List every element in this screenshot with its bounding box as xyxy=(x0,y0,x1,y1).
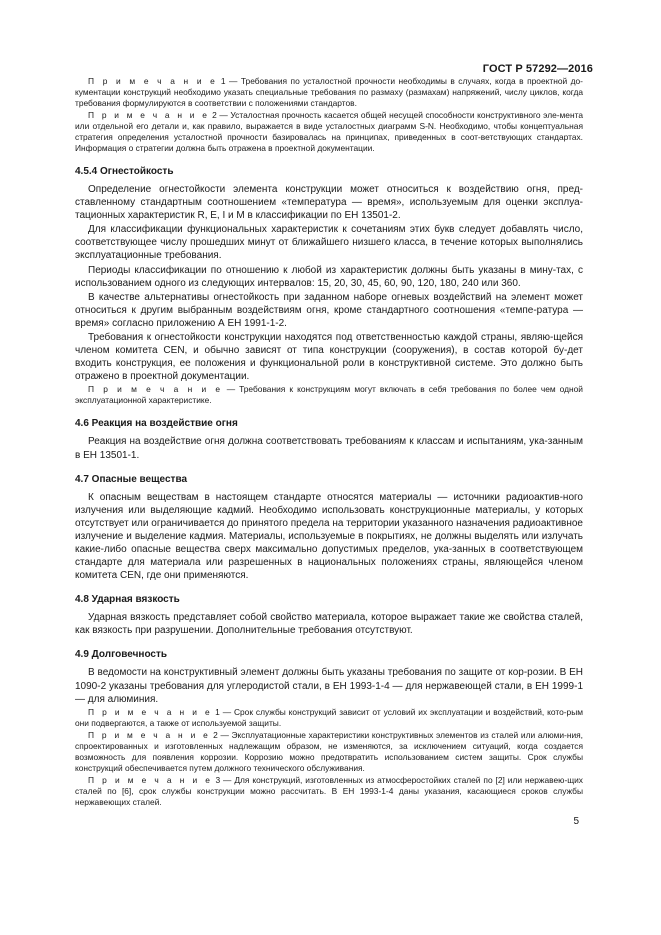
note-paragraph xyxy=(75,707,583,729)
note-text: 2 — Усталостная прочность касается общей несущей способности конструктивного эле-мента или отдельной его детали и, как правило, выражается в виде усталостных диаграмм S-N. Необходимо, чтобы концептуальная стратегия определения усталостной прочности базировалась на принципах, приведенных в соот-ветствующих стандартах. Информация о стратегии должна быть отражена в проектной документации. xyxy=(75,110,583,153)
section-heading: 4.5.4 Огнестойкость xyxy=(75,166,174,177)
note-text: 1 — Требования по усталостной прочности необходимы в случаях, когда в проектной до-кументации конструкций необходимо указать специальные требования по размаху (размахам) напряжений, числу циклов, когда требования формулируются в соответствии с положениями стандартов. xyxy=(75,76,583,108)
section-heading: 4.6 Реакция на воздействие огня xyxy=(75,418,238,430)
section-heading: 4.7 Опасные вещества xyxy=(75,473,188,485)
standard-header: ГОСТ Р 57292—2016 xyxy=(482,63,593,75)
note-paragraph xyxy=(75,730,583,774)
section-heading: 4.8 Ударная вязкость xyxy=(75,594,180,606)
note-label: П р и м е ч а н и е xyxy=(88,774,213,785)
body-paragraph: Периоды классификации по отношению к любой из характеристик должны быть указаны в мину-тах, с использованием одного из следующих интервалов: 15, 20, 30, 45, 60, 90, 120, 180, 240 или 360. xyxy=(75,264,583,289)
page-number: 5 xyxy=(573,816,579,827)
note-label: П р и м е ч а н и е xyxy=(88,110,210,120)
note-label: П р и м е ч а н и е xyxy=(88,706,213,717)
note-label: П р и м е ч а н и е xyxy=(88,76,218,86)
note-label: П р и м е ч а н и е xyxy=(88,729,211,740)
body-paragraph: Требования к огнестойкости конструкции находятся под ответственностью каждой страны, являю-щейся членом комитета CEN, и обычно зависят от типа конструкции (сооружения), в состав которой бу-дет входить конструкция, ее положения и функциональной роли в конструктивной системе. Это должно быть отражено в проектной документации. xyxy=(75,332,583,383)
note-paragraph xyxy=(75,76,583,109)
note-paragraph xyxy=(75,110,583,154)
note-paragraph xyxy=(75,775,583,808)
note-text: 1 — Срок службы конструкций зависит от условий их эксплуатации и воздействий, кото-рым они подвергаются, а также от используемой защиты. xyxy=(75,706,583,728)
note-label: П р и м е ч а н и е xyxy=(88,384,223,395)
section-heading: 4.9 Долговечность xyxy=(75,649,168,661)
body-paragraph: Определение огнестойкости элемента конструкции может относиться к воздействию огня, пред-ставленному стандартным соотношением «температура — время», используемым для оценки эксплуа-тационных характеристик R, E, I и M в классификации по ЕН 13501-2. xyxy=(75,184,583,222)
body-paragraph: Реакция на воздействие огня должна соответствовать требованиям к классам и испытаниям, ука-занным в ЕН 13501-1. xyxy=(75,436,583,461)
body-paragraph: К опасным веществам в настоящем стандарте относятся материалы — источники радиоактив-ного излучения или выделяющие кадмий. Необходимо использовать конструкционные материалы, у которых отсутствует или ограничивается до принятого предела на территории указанного назначения радиоактивное излучение и выделение кадмия. Материалы, используемые в покрытиях, не должны выделять или излучать какие-либо опасные вещества сверх максимально допустимых пределов, ука-занных в соответствующем стандарте для материала или разрешенных в национальных положениях страны, являющейся членом комитета CEN, где они применяются. xyxy=(75,491,583,582)
note-text: 2 — Эксплуатационные характеристики конструктивных элементов из сталей или алюми-ния, спроектированных и изготовленных надлежащим образом, не изменяются, за исключением ситуаций, когда создается возможность для появления коррозии. Коррозию можно предотвратить использованием систем защиты. Срок службы конструкций обеспечивается путем должного технического обслуживания. xyxy=(75,729,583,773)
body-paragraph: Для классификации функциональных характеристик к сочетаниям этих букв следует добавлять число, соответствующее числу прошедших минут от ближайшего низшего класса, в течение которых выполнялись эксплуатационные требования. xyxy=(75,224,583,262)
body-paragraph: В ведомости на конструктивный элемент должны быть указаны требования по защите от кор-розии. В ЕН 1090-2 указаны требования для углеродистой стали, в ЕН 1993-1-4 — для нержавеющей стали, в ЕН 1999-1 — для алюминия. xyxy=(75,667,583,705)
note-text: — Требования к конструкциям могут включать в себя требования по более чем одной эксплуатационной характеристике. xyxy=(75,384,583,406)
body-paragraph: Ударная вязкость представляет собой свойство материала, которое выражает такие же свойства сталей, как вязкость при разрушении. Дополнительные требования отсутствуют. xyxy=(75,612,583,637)
note-paragraph xyxy=(75,384,583,406)
page-content xyxy=(75,76,583,809)
note-text: 3 — Для конструкций, изготовленных из атмосферостойких сталей по [2] или нержавею-щих сталей по [6], срок службы конструкции можно рассчитать. В ЕН 1993-1-4 даны указания, касающиеся сроков службы нержавеющих сталей. xyxy=(75,774,583,807)
body-paragraph: В качестве альтернативы огнестойкость при заданном наборе огневых воздействий на элемент может относиться к другим выбранным воздействиям огня, кроме стандартного соотношения «темпе-ратура — время» согласно приложению А ЕН 1991-1-2. xyxy=(75,291,583,329)
